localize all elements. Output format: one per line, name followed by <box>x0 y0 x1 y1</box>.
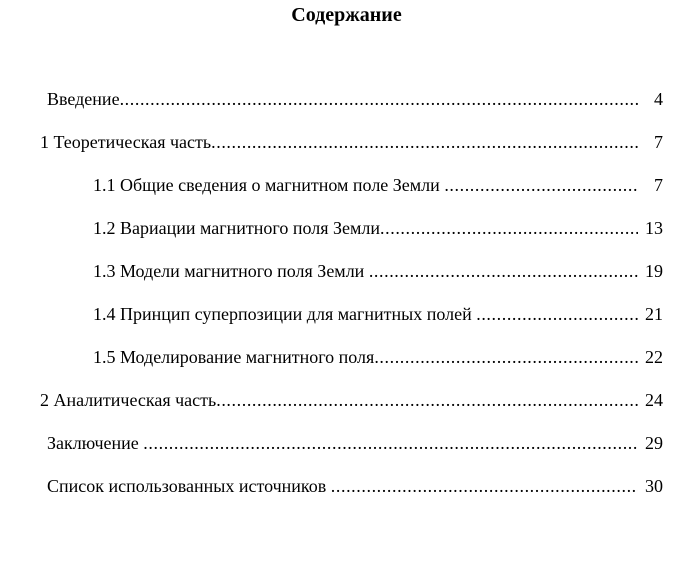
toc-entry-label: Введение <box>47 89 120 109</box>
dot-leader <box>143 422 638 465</box>
toc-page-number: 30 <box>645 476 663 496</box>
toc-page-number: 24 <box>645 390 663 410</box>
dot-leader <box>211 121 638 164</box>
toc-entry <box>40 293 663 336</box>
dot-leader <box>331 465 638 508</box>
toc-entry-label: Заключение <box>47 433 144 453</box>
toc-page-number: 7 <box>654 132 663 152</box>
dot-leader <box>369 250 638 293</box>
toc-entry <box>40 379 663 422</box>
toc-entry-label: 1.4 Принцип суперпозиции для магнитных полей <box>93 304 477 324</box>
toc-entry <box>40 336 663 379</box>
toc-page-number: 22 <box>645 347 663 367</box>
toc-entry-label: 1.2 Вариации магнитного поля Земли <box>93 218 381 238</box>
toc-page-number: 29 <box>645 433 663 453</box>
toc-page-number: 7 <box>654 175 663 195</box>
dot-leader <box>374 336 638 379</box>
toc-page-number: 21 <box>645 304 663 324</box>
toc-entry <box>40 121 663 164</box>
toc-page-number: 4 <box>654 89 663 109</box>
toc-entry-label: 1.5 Моделирование магнитного поля <box>93 347 375 367</box>
toc-entry <box>40 250 663 293</box>
toc-entry <box>40 207 663 250</box>
toc-entry-label: Список использованных источников <box>47 476 331 496</box>
toc-entry <box>40 465 663 508</box>
dot-leader <box>444 164 638 207</box>
table-of-contents <box>40 78 663 508</box>
page-title: Содержание <box>291 4 402 26</box>
toc-entry <box>40 78 663 121</box>
toc-entry <box>40 422 663 465</box>
toc-page-number: 13 <box>640 218 663 238</box>
dot-leader <box>476 293 638 336</box>
toc-entry-label: 1.3 Модели магнитного поля Земли <box>93 261 369 281</box>
toc-entry-label: 1 Теоретическая часть <box>40 132 212 152</box>
toc-entry-label: 1.1 Общие сведения о магнитном поле Земли <box>93 175 445 195</box>
toc-entry <box>40 164 663 207</box>
toc-entry-label: 2 Аналитическая часть <box>40 390 217 410</box>
toc-page-number: 19 <box>645 261 663 281</box>
dot-leader <box>216 379 638 422</box>
dot-leader <box>120 78 638 121</box>
dot-leader <box>380 207 637 250</box>
